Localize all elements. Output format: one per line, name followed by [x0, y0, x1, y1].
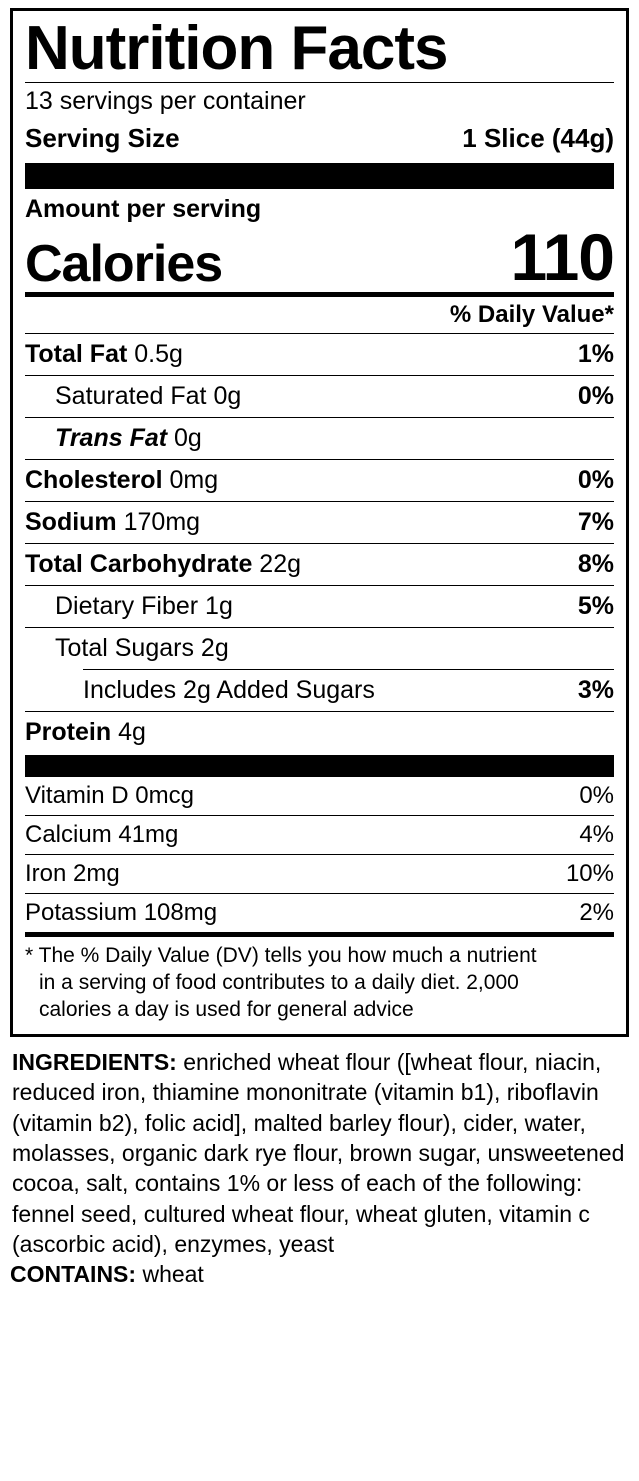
nutrient-name: Includes 2g Added Sugars [83, 676, 375, 705]
nutrient-dv: 7% [577, 508, 614, 537]
nutrient-row-added-sugars [25, 670, 614, 711]
vitamin-dv: 0% [579, 782, 614, 810]
nutrient-dv: 3% [577, 676, 614, 705]
vitamin-row-iron [25, 855, 614, 893]
nutrient-row-total-fat [25, 334, 614, 375]
nutrient-name: Total Sugars 2g [55, 634, 229, 663]
daily-value-footnote [25, 937, 614, 1026]
vitamin-row-vitamin-d [25, 777, 614, 815]
nutrient-dv: 1% [577, 340, 614, 369]
thick-separator-bar-2 [25, 755, 614, 777]
allergen-statement [10, 1259, 629, 1288]
footnote-line-2: in a serving of food contributes to a daily diet. 2,000 [39, 971, 519, 995]
daily-value-header: % Daily Value* [449, 301, 614, 329]
nutrient-dv: 0% [577, 466, 614, 495]
nutrient-name: Protein 4g [25, 718, 146, 747]
contains-label: CONTAINS: [10, 1261, 137, 1288]
calories-row [25, 220, 614, 295]
nutrient-row-dietary-fiber [25, 586, 614, 627]
nutrient-name: Sodium 170mg [25, 508, 201, 537]
page-title: Nutrition Facts [25, 14, 448, 83]
ingredients-text: enriched wheat flour ([wheat flour, niacin, reduced iron, thiamine mononitrate (vitamin b1), riboflavin (vitamin b2), folic acid], malted barley flour), cider, water, molasses, organic dark rye flour, brown sugar, unsweetened cocoa, salt, contains 1% or less of each of the following: fennel seed, cultured wheat flour, wheat gluten, vitamin c (ascorbic acid), enzymes, yeast [12, 1048, 625, 1258]
vitamin-name: Calcium 41mg [25, 821, 179, 849]
ingredients-statement [10, 1037, 629, 1260]
nutrient-name: Saturated Fat 0g [55, 382, 242, 411]
nutrient-row-sodium [25, 502, 614, 543]
nutrition-panel [10, 8, 629, 1037]
vitamin-row-potassium [25, 894, 614, 932]
footnote-line-3: calories a day is used for general advice [39, 997, 414, 1021]
nutrient-name: Trans Fat 0g [55, 424, 202, 453]
ingredients-label: INGREDIENTS: [12, 1048, 177, 1075]
serving-size-label: Serving Size [25, 123, 180, 154]
nutrient-name: Cholesterol 0mg [25, 466, 219, 495]
serving-size-value: 1 Slice (44g) [462, 123, 614, 154]
nutrient-row-total-carbohydrate [25, 544, 614, 585]
vitamin-dv: 10% [565, 860, 614, 888]
thick-separator-bar [25, 163, 614, 189]
nutrient-row-saturated-fat [25, 376, 614, 417]
nutrient-row-total-sugars [25, 628, 614, 669]
nutrient-dv: 5% [577, 592, 614, 621]
nutrient-name: Total Fat 0.5g [25, 340, 183, 369]
vitamin-dv: 4% [579, 821, 614, 849]
vitamin-name: Vitamin D 0mcg [25, 782, 194, 810]
nutrient-dv: 0% [577, 382, 614, 411]
calories-value: 110 [510, 220, 614, 295]
nutrient-dv: 8% [577, 550, 614, 579]
nutrient-row-trans-fat [25, 418, 614, 459]
vitamin-dv: 2% [579, 899, 614, 927]
footnote-line-1: * The % Daily Value (DV) tells you how much a nutrient [25, 944, 537, 968]
nutrient-name: Total Carbohydrate 22g [25, 550, 302, 579]
vitamin-row-calcium [25, 816, 614, 854]
contains-text: wheat [136, 1261, 204, 1288]
serving-size-row [25, 120, 614, 159]
nutrient-row-protein [25, 712, 614, 753]
nutrient-name: Dietary Fiber 1g [55, 592, 233, 621]
servings-per-container: 13 servings per container [25, 87, 306, 116]
vitamin-name: Potassium 108mg [25, 899, 218, 927]
vitamin-name: Iron 2mg [25, 860, 120, 888]
vitamins-section [25, 777, 614, 932]
nutrient-row-cholesterol [25, 460, 614, 501]
calories-label: Calories [25, 235, 223, 294]
amount-per-serving: Amount per serving [25, 195, 262, 224]
